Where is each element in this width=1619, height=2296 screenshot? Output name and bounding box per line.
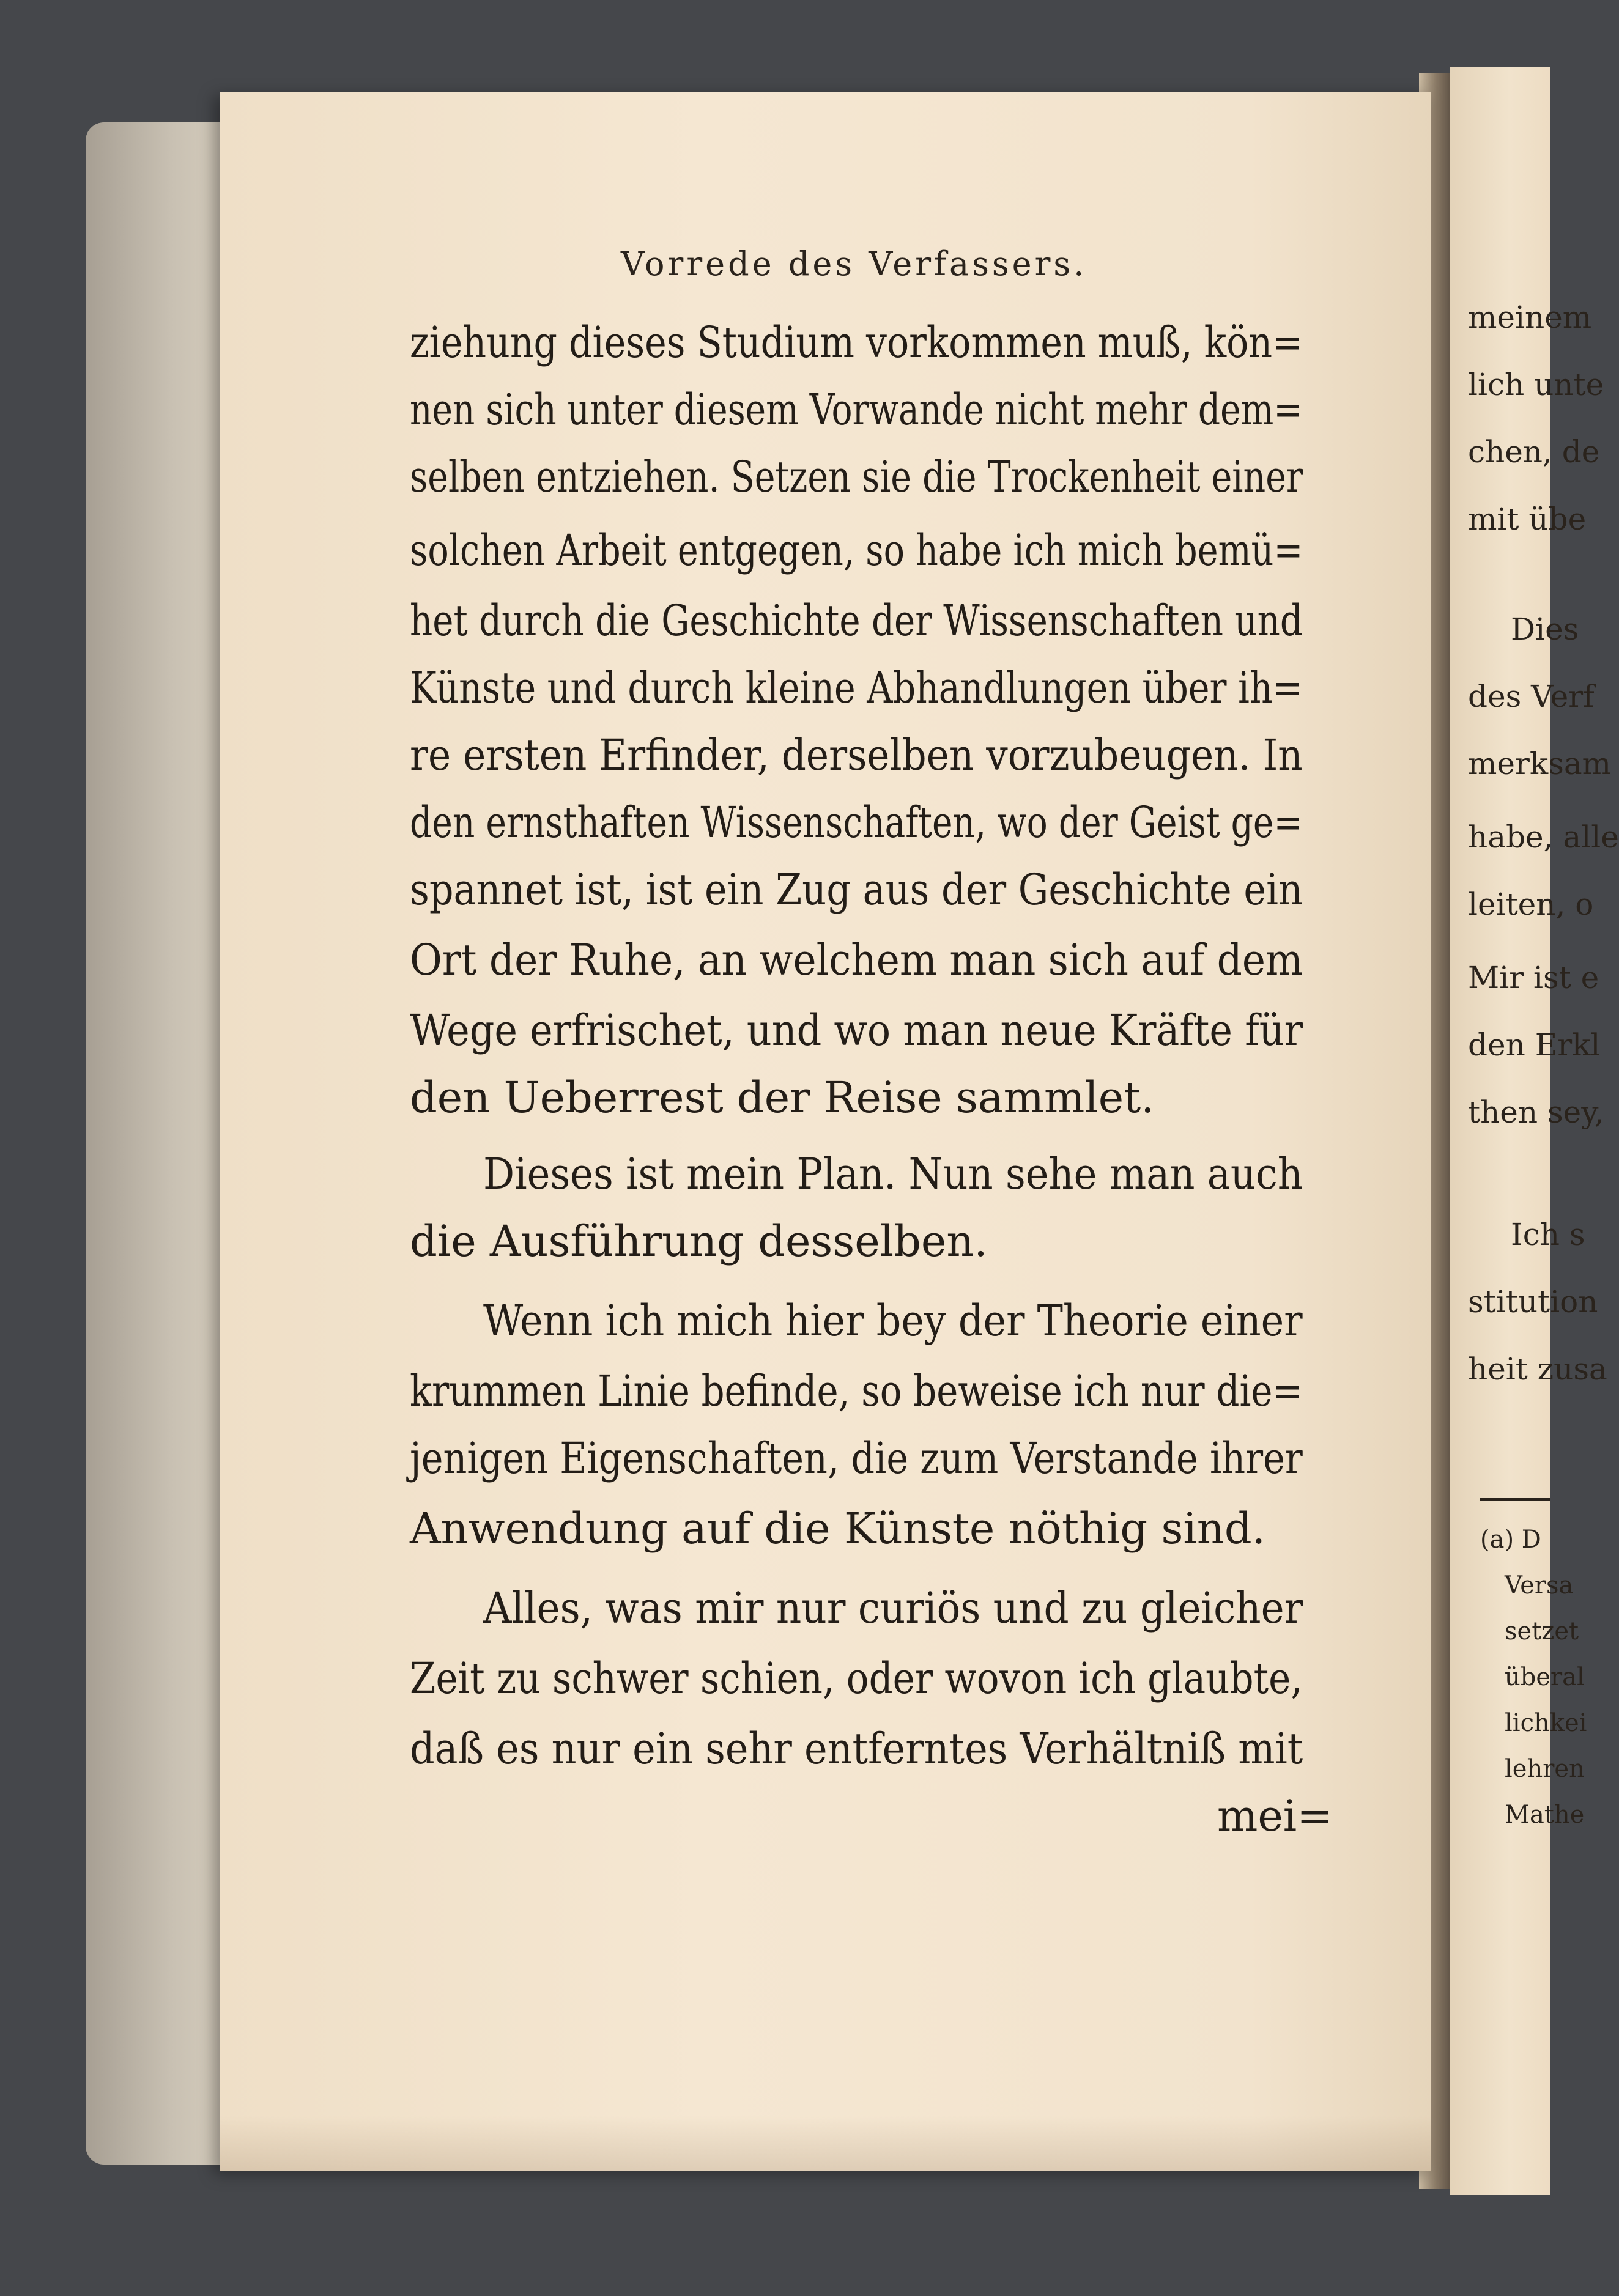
footnote-line: Mathe <box>1505 1801 1585 1829</box>
footnote-line: lichkei <box>1505 1709 1587 1737</box>
text-line: Alles, was mir nur curiös und zu gleicher <box>483 1583 1303 1633</box>
facing-line: chen, de <box>1468 434 1600 470</box>
facing-line: then sey, <box>1468 1094 1604 1130</box>
footnote-line: (a) D <box>1480 1526 1541 1554</box>
facing-line: habe, alle <box>1468 819 1619 855</box>
facing-line: meinem <box>1468 300 1592 335</box>
text-line: krummen Linie befinde, so beweise ich nur die= <box>410 1366 1303 1416</box>
text-line: Dieses ist mein Plan. Nun sehe man auch <box>483 1149 1303 1199</box>
text-line: den Ueberrest der Reise sammlet. <box>410 1072 1155 1123</box>
text-line: die Ausführung desselben. <box>410 1216 988 1266</box>
text-line: Künste und durch kleine Abhandlungen über ih= <box>410 663 1303 713</box>
footnote-line: überal <box>1505 1663 1585 1691</box>
text-line: Anwendung auf die Künste nöthig sind. <box>410 1504 1265 1554</box>
facing-line: Ich s <box>1511 1217 1585 1252</box>
text-line: spannet ist, ist ein Zug aus der Geschichte ein <box>410 865 1303 915</box>
text-line: re ersten Erfinder, derselben vorzubeugen. In <box>410 730 1303 780</box>
catchword: mei= <box>1217 1791 1333 1841</box>
facing-line: Dies <box>1511 611 1579 647</box>
facing-line: heit zusa <box>1468 1351 1607 1387</box>
text-line: ziehung dieses Studium vorkommen muß, kön= <box>410 317 1303 367</box>
facing-line: Mir ist e <box>1468 960 1599 995</box>
text-line: het durch die Geschichte der Wissenschaften und <box>410 596 1303 646</box>
footnote-line: Versa <box>1505 1571 1574 1600</box>
text-line: Ort der Ruhe, an welchem man sich auf dem <box>410 935 1303 985</box>
facing-line: merksam <box>1468 746 1612 781</box>
text-line: jenigen Eigenschaften, die zum Verstande ihrer <box>410 1433 1303 1483</box>
text-line: Zeit zu schwer schien, oder wovon ich glaubte, <box>410 1653 1303 1704</box>
text-line: Wege erfrischet, und wo man neue Kräfte für <box>410 1005 1303 1055</box>
facing-line: stitution <box>1468 1284 1598 1320</box>
facing-line: lich unte <box>1468 367 1604 402</box>
facing-line: des Verf <box>1468 679 1595 714</box>
text-line: Wenn ich mich hier bey der Theorie einer <box>483 1296 1303 1346</box>
text-line: den ernsthaften Wissenschaften, wo der Geist ge= <box>410 797 1303 847</box>
page-edge <box>86 122 232 2165</box>
footnote-rule <box>1480 1498 1550 1501</box>
facing-line: mit übe <box>1468 501 1587 537</box>
running-header: Vorrede des Verfassers. <box>621 245 1087 283</box>
footnote-line: setzet <box>1505 1617 1579 1645</box>
facing-line: leiten, o <box>1468 887 1594 922</box>
text-line: nen sich unter diesem Vorwande nicht mehr dem= <box>410 385 1303 435</box>
text-line: daß es nur ein sehr entferntes Verhältniß mit <box>410 1724 1303 1774</box>
text-line: solchen Arbeit entgegen, so habe ich mich bemü= <box>410 525 1303 575</box>
text-line: selben entziehen. Setzen sie die Trockenheit einer <box>410 452 1303 502</box>
facing-line: den Erkl <box>1468 1027 1601 1063</box>
footnote-line: lehren <box>1505 1755 1585 1783</box>
